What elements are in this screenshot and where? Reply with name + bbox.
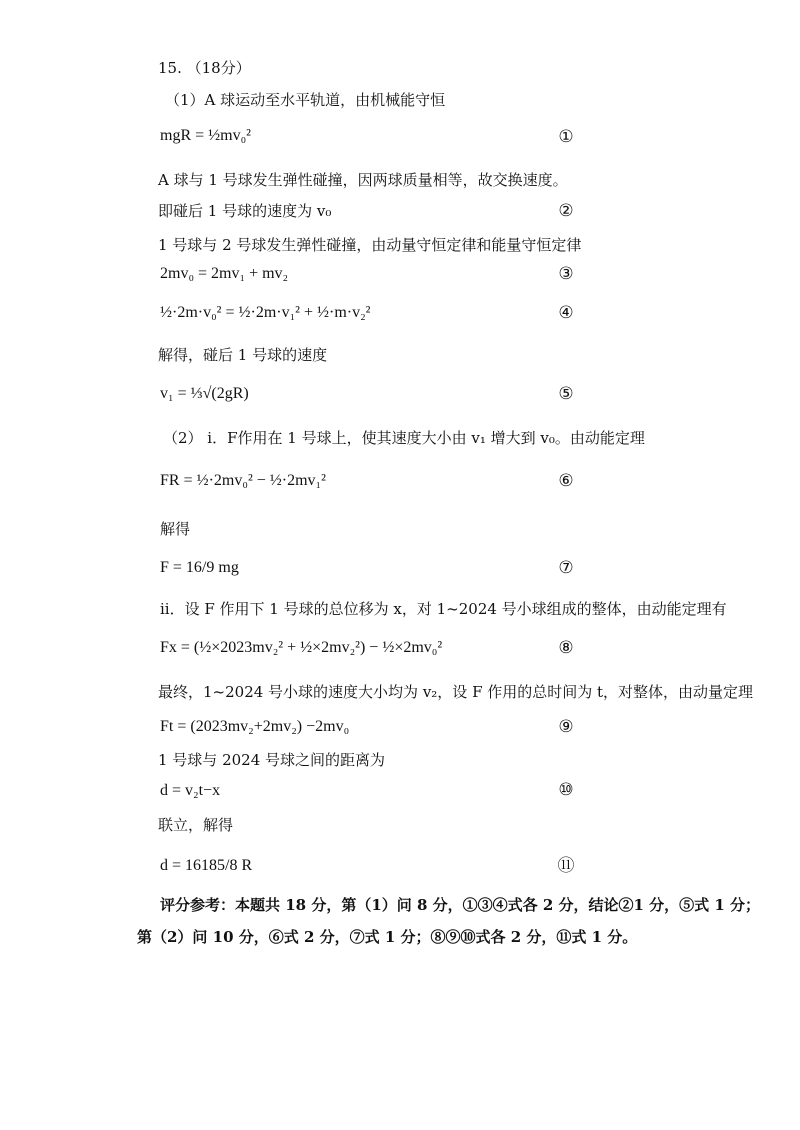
marker-9: ⑨ [558,717,574,737]
text-line-11: 联立，解得 [158,816,234,834]
text-line-1: （1）A 球运动至水平轨道，由机械能守恒 [165,91,446,109]
equation-9: d = v₂t−x [160,782,221,799]
question-header: 15. （18分） [158,59,251,77]
equation-8: Ft = (2023mv₂+2mv₂) −2mv₀ [160,718,350,735]
scoring-line-2: 第（2）问 10 分，⑥式 2 分，⑦式 1 分；⑧⑨⑩式各 2 分，⑪式 1 分。 [137,928,638,946]
equation-3: ½·2m·v₀² = ½·2m·v₁² + ½·m·v₂² [160,304,371,321]
marker-8: ⑧ [558,638,574,658]
marker-7: ⑦ [558,558,574,578]
marker-1: ① [558,127,574,147]
equation-6: F = 16/9 mg [160,559,239,576]
marker-5: ⑤ [558,384,574,404]
marker-6: ⑥ [558,471,574,491]
equation-7: Fx = (½×2023mv₂² + ½×2mv₂²) − ½×2mv₀² [160,639,443,656]
equation-2: 2mv₀ = 2mv₁ + mv₂ [160,265,289,282]
text-line-5: 解得，碰后 1 号球的速度 [158,346,328,364]
equation-4: v₁ = ⅓√(2gR) [160,385,249,402]
text-line-6: （2） i．F作用在 1 号球上，使其速度大小由 v₁ 增大到 v₀。由动能定理 [163,429,645,447]
equation-1: mgR = ½mv₀² [160,127,251,144]
text-line-10: 1 号球与 2024 号球之间的距离为 [158,751,386,769]
text-line-2: A 球与 1 号球发生弹性碰撞，因两球质量相等，故交换速度。 [158,171,568,189]
marker-2: ② [558,201,574,221]
marker-4: ④ [558,303,574,323]
marker-3: ③ [558,264,574,284]
marker-10: ⑩ [558,780,574,800]
equation-10: d = 16185/8 R [160,857,253,874]
text-line-4: 1 号球与 2 号球发生弹性碰撞，由动量守恒定律和能量守恒定律 [158,236,582,254]
text-line-9: 最终，1~2024 号小球的速度大小均为 v₂，设 F 作用的总时间为 t，对整体，由动量定理 [158,683,754,701]
scoring-line-1: 评分参考：本题共 18 分，第（1）问 8 分，①③④式各 2 分，结论②1 分，⑤式 1 分； [160,896,761,914]
equation-5: FR = ½·2mv₀² − ½·2mv₁² [160,472,326,489]
text-line-8: ii．设 F 作用下 1 号球的总位移为 x，对 1~2024 号小球组成的整体，由动能定理有 [160,600,727,618]
text-line-7: 解得 [160,520,191,538]
marker-11: ⑪ [557,856,575,876]
text-line-3: 即碰后 1 号球的速度为 v₀ [158,202,332,220]
